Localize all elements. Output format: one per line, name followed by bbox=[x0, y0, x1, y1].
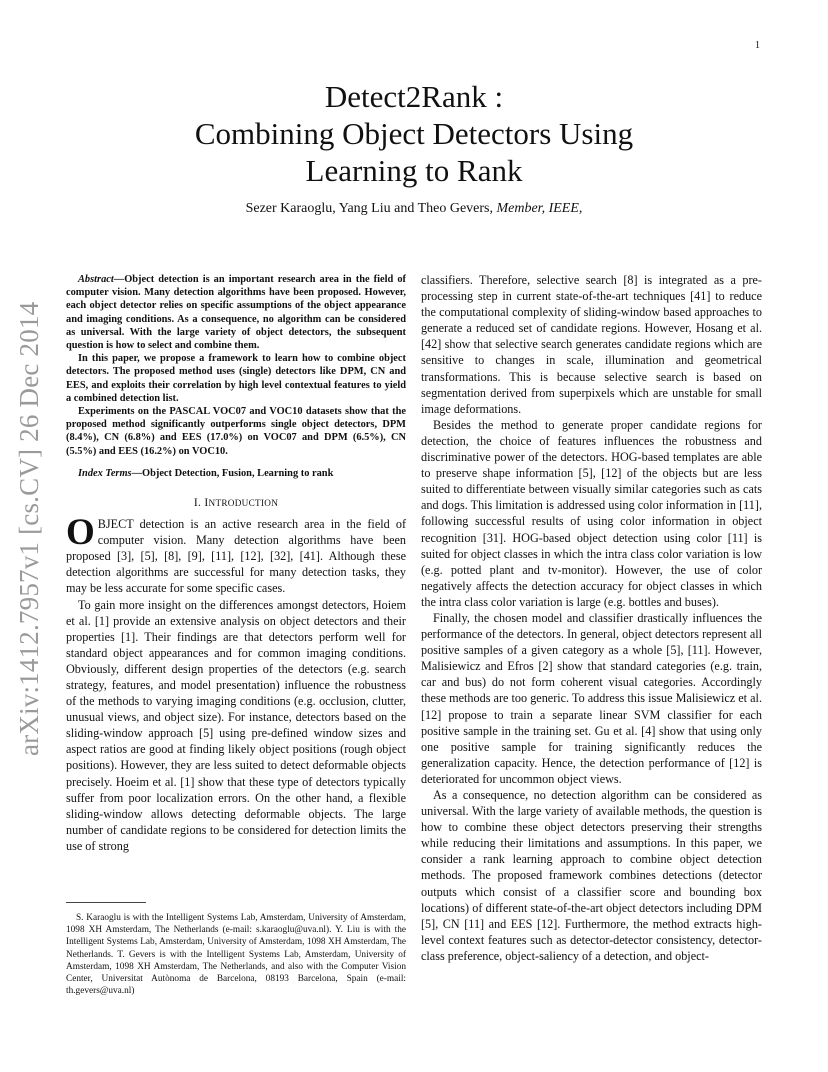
drop-cap: O bbox=[66, 512, 95, 554]
title-line-3: Learning to Rank bbox=[305, 153, 523, 188]
abstract-paragraph-1 bbox=[66, 273, 406, 352]
abstract bbox=[66, 273, 406, 458]
abstract-paragraph-3: Experiments on the PASCAL VOC07 and VOC10 datasets show that the proposed method significantly outperforms single object detectors, DPM (8.4%), CN (6.8%) and EES (17.0%) on VOC07 and DPM (6.5%), CN (5.5%) and EES (16.2%) on VOC10. bbox=[66, 406, 406, 457]
intro-paragraph-2: To gain more insight on the differences amongst detectors, Hoiem et al. [1] provide an extensive analysis on object detectors and their properties [1]. Their findings are that detectors perform well for standard object appearances and for common imaging conditions. Obviously, different design properties of the detectors (e.g. search strategy, features, and model presentation) influence the robustness of the methods to varying imaging conditions (e.g. occlusion, clutter, unusual views, and object size). For instance, detectors based on the sliding-window approach [5] using pre-defined window sizes and aspect ratios are good at finding likely object positions (rough object positions). However, they are less suited to detect deformable objects precisely. Hoeim et al. [1] show that these type of detectors typically suffer from poor localization errors. On the other hand, a flexible sliding-window allows detecting deformable objects. The large number of candidate regions to be considered for detection limits the use of strong bbox=[66, 597, 406, 853]
footnote-rule bbox=[66, 902, 146, 903]
right-paragraph-4: As a consequence, no detection algorithm can be considered as universal. With the large variety of available methods, the question is how to combine these object detectors preserving their strengths while reducing their limitations and assumptions. In this paper, we consider a rank learning approach to combine object detection methods. The proposed framework combines detections (detector outputs which consist of a classifier score and bounding box locations) of different state-of-the-art object detectors including DPM [5], CN [11] and EES [12]. Furthermore, the method extracts high-level context features such as detector-detector consistency, detector-class preference, object-saliency of a detection, and object- bbox=[421, 788, 762, 963]
author-names: Sezer Karaoglu, Yang Liu and Theo Gevers, bbox=[245, 201, 493, 216]
right-paragraph-2: Besides the method to generate proper candidate regions for detection, the choice of features influences the robustness and discriminative power of the detectors. HOG-based templates are able to preserve shape information [5], [12] of the objects but are less suited to differentiate between visually similar categories such as cats and dogs. This limitation is addressed using color information in [11], following successful results of using color information in object recognition [31]. HOG-based object detection using color [11] is suited for object classes in which the intra class color variation is low (e.g. potted plant and tv-monitor). However, the use of color negatively affects the detection accuracy for object classes in which the intra class color variation is large (e.g. bottles and buses). bbox=[421, 417, 762, 609]
section-heading bbox=[66, 496, 406, 509]
arxiv-identifier: arXiv:1412.7957v1 [cs.CV] 26 Dec 2014 bbox=[14, 301, 44, 756]
index-terms-label: Index Terms bbox=[78, 467, 132, 479]
introduction-body bbox=[66, 512, 406, 854]
section-heading-rest: NTRODUCTION bbox=[208, 498, 279, 509]
index-terms bbox=[66, 467, 406, 480]
intro-paragraph-1-text: BJECT detection is an active research area in the field of computer vision. Many detection algorithms have been proposed [3], [5], [8], [9], [11], [12], [32], [41]. Although these detection algorithms are successful for many detection tasks, they may be less accurate for some specific cases. bbox=[66, 517, 406, 596]
title-line-2: Combining Object Detectors Using bbox=[194, 116, 634, 151]
index-terms-text: —Object Detection, Fusion, Learning to rank bbox=[131, 467, 334, 479]
left-column bbox=[66, 273, 406, 854]
title-line-1: Detect2Rank : bbox=[324, 79, 504, 114]
section-heading-number: I. I bbox=[193, 496, 209, 510]
author-line bbox=[0, 201, 828, 217]
right-paragraph-3: Finally, the chosen model and classifier drastically influences the performance of the detectors. In general, object detectors represent all positive samples of a given category as a whole [5], [11]. However, Malisiewicz and Efros [2] show that standard categories (e.g. train, car and bus) do not form coherent visual categories. Accordingly these methods are too generic. To address this issue Malisiewicz et al. [12] propose to train a separate linear SVM classifier for each positive sample in the training set. Gu et al. [4] show that using only one positive sample for training significantly reduces the generalization capacity. Hence, the detection performance of [12] is deteriorated for uncommon object views. bbox=[421, 610, 762, 786]
abstract-paragraph-2: In this paper, we propose a framework to learn how to combine object detectors. The proposed method uses (single) detectors like DPM, CN and EES, and exploits their correlation by high level contextual features to yield a combined detection list. bbox=[66, 353, 406, 404]
paper-title bbox=[0, 78, 828, 189]
right-column bbox=[421, 272, 762, 964]
page-number: 1 bbox=[755, 40, 760, 51]
author-affiliation-footnote: S. Karaoglu is with the Intelligent Systems Lab, Amsterdam, University of Amsterdam, 1098 XH Amsterdam, The Netherlands (e-mail: s.karaoglu@uva.nl). Y. Liu is with the Intelligent Systems Lab, Amsterdam, University of Amsterdam, 1098 XH Amsterdam, The Netherlands. T. Gevers is with the Intelligent Systems Lab, Amsterdam, University of Amsterdam, 1098 XH Amsterdam, The Netherlands, and also with the Computer Vision Center, Universitat Autònoma de Barcelona, 08193 Barcelona, Spain (e-mail: th.gevers@uva.nl) bbox=[66, 913, 406, 997]
abstract-text-1: —Object detection is an important research area in the field of computer vision. Many detection algorithms have been proposed. However, each object detector relies on specific assumptions of the object appearance and imaging conditions. As a consequence, no algorithm can be considered as universal. With the large variety of object detectors, the subsequent question is how to select and combine them. bbox=[66, 274, 406, 352]
intro-paragraph-1 bbox=[66, 512, 406, 596]
right-paragraph-1: classifiers. Therefore, selective search [8] is integrated as a pre-processing step in current state-of-the-art techniques [41] to reduce the computational complexity of sliding-window based approaches to generate a reduced set of candidate regions. However, Hosang et al. [42] show that selective search generates candidate regions which are sensitive to changes in scale, illumination and geometrical transformations. This is because selective search is based on segmentation derived from superpixels which are unstable for small image deformations. bbox=[421, 273, 762, 416]
abstract-label: Abstract bbox=[78, 274, 114, 285]
author-membership: Member, IEEE, bbox=[496, 201, 583, 216]
